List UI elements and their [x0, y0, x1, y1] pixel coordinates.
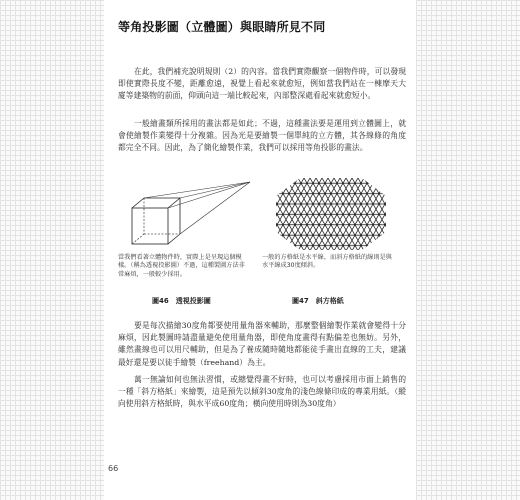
- isometric-grid-paper-figure: [262, 178, 400, 250]
- cube-front-face: [132, 208, 168, 244]
- figure-46-caption: 當我們看著立體物件時，實際上是呈現這個模樣。（稱為透視投影圖）不過，這種製圖方法非常麻煩，一般較少採用。: [118, 254, 245, 278]
- figure-46-label: 圖46 透視投影圖: [152, 297, 211, 305]
- figure-47-label: 圖47 斜方格紙: [292, 297, 344, 305]
- figure-47-caption: 一般的方格紙是水平線，而斜方格紙的線則是與水平線成30度傾斜。: [262, 254, 392, 270]
- paragraph-2: 一般繪畫類所採用的畫法都是如此；不過，這種畫法要是運用到立體圖上，就會使繪製作業變得十分複雜。因為光是要繪製一個單純的立方體，其各線條的角度都完全不同。因此，為了簡化繪製作業，我們可以採用等角投影的畫法。: [118, 119, 406, 153]
- perspective-cube-figure: [118, 178, 260, 250]
- paragraph-4: 萬一無論如何也無法習慣，或總覺得畫不好時，也可以考慮採用市面上銷售的一種「斜方格紙」來繪製，這是預先以傾斜30度角的淺色線條印成的專業用紙。（縱向使用斜方格紙時，與水平成60度角；橫向使用時則為30度角）: [118, 375, 406, 409]
- left-grid-margin: [0, 0, 104, 500]
- section-heading: 等角投影圖（立體圖）與眼睛所見不同: [118, 20, 326, 34]
- page-number: 66: [108, 464, 119, 473]
- paragraph-1: 在此，我們補充說明規則（2）的內容。當我們實際觀察一個物件時，可以發現即使實際長度不變，距離愈遠，視覺上看起來就愈短，例如當我們站在一棟摩天大廈等建築物的前面，仰頭向這一端比較起來，內部整深處看起來就愈短小。: [118, 67, 406, 101]
- paragraph-3: 要是每次描繪30度角都要使用量角器來輔助，那麼整個繪製作業就會變得十分麻煩，因此製圖時請盡量避免使用量角器，即使角度畫得有點偏差也無妨。另外，雖然畫線也可以用尺輔助，但是為了養成隨時隨地都能徒手畫出直線的工夫，建議最好還是要以徒手繪製（freehand）為主。: [118, 321, 406, 367]
- right-grid-margin: [416, 0, 520, 500]
- cube-back-edges: [144, 198, 180, 234]
